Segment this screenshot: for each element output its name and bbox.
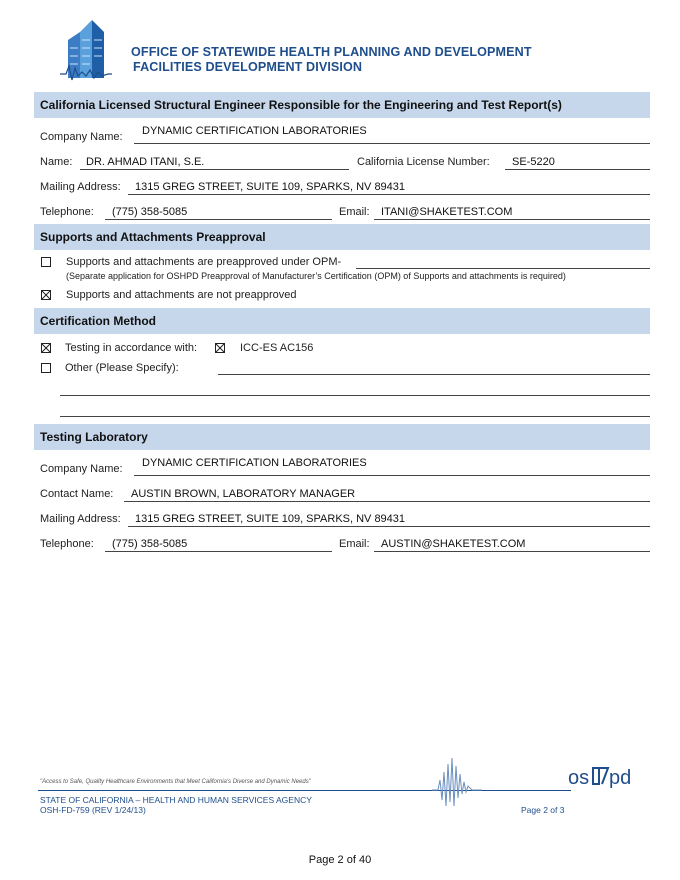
engineer-email-label: Email: — [339, 206, 370, 218]
footer-agency: STATE OF CALIFORNIA – HEALTH AND HUMAN SERVICES AGENCY — [40, 795, 312, 805]
engineer-company-field[interactable]: DYNAMIC CERTIFICATION LABORATORIES — [142, 125, 367, 137]
lab-company-field[interactable]: DYNAMIC CERTIFICATION LABORATORIES — [142, 457, 367, 469]
engineer-company-label: Company Name: — [40, 131, 123, 143]
opm-number-underline[interactable] — [356, 268, 650, 269]
svg-text:os: os — [568, 767, 590, 788]
lab-section-header — [34, 424, 650, 450]
engineer-phone-underline — [105, 219, 332, 220]
lab-contact-field[interactable]: AUSTIN BROWN, LABORATORY MANAGER — [131, 488, 356, 500]
engineer-address-field[interactable]: 1315 GREG STREET, SUITE 109, SPARKS, NV 89431 — [135, 181, 406, 193]
engineer-address-label: Mailing Address: — [40, 181, 121, 193]
lab-phone-label: Telephone: — [40, 538, 94, 550]
certification-section-header — [34, 308, 650, 334]
lab-address-label: Mailing Address: — [40, 513, 121, 525]
seismic-wave-icon — [432, 756, 482, 808]
engineer-license-field[interactable]: SE-5220 — [512, 156, 555, 168]
not-preapproved-label: Supports and attachments are not preapproved — [66, 289, 297, 301]
checkbox-x-icon — [41, 290, 51, 300]
footer-divider — [38, 790, 571, 791]
checkbox-x-icon — [41, 343, 51, 353]
not-preapproved-checkbox[interactable] — [41, 290, 51, 300]
lab-email-underline — [374, 551, 650, 552]
header-title — [131, 45, 532, 75]
supports-section-header — [34, 224, 650, 250]
preapproved-label: Supports and attachments are preapproved under OPM- — [66, 256, 342, 268]
engineer-company-underline — [134, 143, 650, 144]
engineer-name-field[interactable]: DR. AHMAD ITANI, S.E. — [86, 156, 205, 168]
lab-company-label: Company Name: — [40, 463, 123, 475]
engineer-license-underline — [505, 169, 650, 170]
testing-checkbox[interactable] — [41, 343, 51, 353]
testing-label: Testing in accordance with: — [65, 342, 198, 354]
engineer-email-field[interactable]: ITANI@SHAKETEST.COM — [381, 206, 513, 218]
page-number: Page 2 of 40 — [308, 854, 372, 866]
engineer-section-title: California Licensed Structural Engineer Responsible for the Engineering and Test Report(s) — [40, 98, 562, 112]
lab-section-title: Testing Laboratory — [40, 430, 148, 444]
footer-quote: "Access to Safe, Quality Healthcare Environments that Meet California's Diverse and Dynamic Needs" — [40, 779, 311, 785]
lab-address-field[interactable]: 1315 GREG STREET, SUITE 109, SPARKS, NV 89431 — [135, 513, 406, 525]
other-specify-underline[interactable] — [218, 374, 650, 375]
svg-text:pd: pd — [609, 767, 632, 788]
footer-page-of: Page 2 of 3 — [521, 805, 565, 815]
engineer-license-label: California License Number: — [357, 156, 490, 168]
other-specify-underline-2[interactable] — [60, 395, 650, 396]
certification-section-title: Certification Method — [40, 314, 156, 328]
oshpd-logo-icon — [60, 18, 112, 82]
header-title-line2: FACILITIES DEVELOPMENT DIVISION — [133, 60, 363, 74]
engineer-address-underline — [128, 194, 650, 195]
lab-company-underline — [134, 475, 650, 476]
lab-phone-field[interactable]: (775) 358-5085 — [112, 538, 188, 550]
engineer-name-underline — [80, 169, 349, 170]
other-checkbox[interactable] — [41, 363, 51, 373]
engineer-name-label: Name: — [40, 156, 73, 168]
icc-es-checkbox[interactable] — [215, 343, 225, 353]
lab-email-label: Email: — [339, 538, 370, 550]
supports-section-title: Supports and Attachments Preapproval — [40, 230, 266, 244]
preapproved-checkbox[interactable] — [41, 257, 51, 267]
footer-form-id: OSH-FD-759 (REV 1/24/13) — [40, 805, 146, 815]
engineer-phone-label: Telephone: — [40, 206, 94, 218]
header-title-line1: OFFICE OF STATEWIDE HEALTH PLANNING AND DEVELOPMENT — [131, 45, 532, 59]
checkbox-x-icon — [215, 343, 225, 353]
other-specify-underline-3[interactable] — [60, 416, 650, 417]
engineer-email-underline — [374, 219, 650, 220]
oshpd-brand-logo — [568, 764, 644, 793]
engineer-section-header — [34, 92, 650, 118]
lab-contact-underline — [124, 501, 650, 502]
other-label: Other (Please Specify): — [65, 362, 179, 374]
engineer-phone-field[interactable]: (775) 358-5085 — [112, 206, 188, 218]
lab-address-underline — [128, 526, 650, 527]
lab-phone-underline — [105, 551, 332, 552]
lab-email-field[interactable]: AUSTIN@SHAKETEST.COM — [381, 538, 526, 550]
preapproved-note: (Separate application for OSHPD Preapproval of Manufacturer’s Certification (OPM) of Supports and attachments is required) — [66, 271, 566, 281]
icc-es-label: ICC-ES AC156 — [240, 342, 314, 354]
lab-contact-label: Contact Name: — [40, 488, 114, 500]
